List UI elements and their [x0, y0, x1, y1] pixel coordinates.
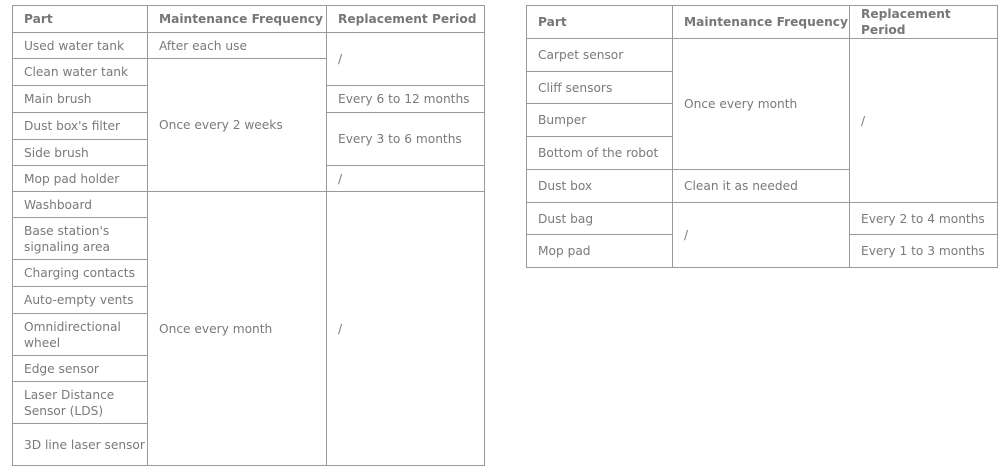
part-cell: Bumper [527, 104, 673, 137]
part-cell: Laser Distance Sensor (LDS) [13, 382, 148, 424]
part-cell: Washboard [13, 192, 148, 218]
frequency-cell: Clean it as needed [673, 170, 850, 203]
frequency-cell: After each use [148, 33, 327, 59]
header-part: Part [527, 6, 673, 39]
maintenance-table-right [526, 5, 998, 268]
part-cell: Charging contacts [13, 260, 148, 287]
header-frequency: Maintenance Frequency [673, 6, 850, 39]
table-header-row [13, 6, 485, 33]
frequency-cell: Once every 2 weeks [148, 59, 327, 192]
table-header-row [527, 6, 998, 39]
replacement-cell: Every 3 to 6 months [327, 113, 485, 166]
part-cell: Dust box [527, 170, 673, 203]
frequency-cell: Once every month [148, 192, 327, 466]
table-row [13, 192, 485, 218]
part-cell: Mop pad holder [13, 166, 148, 192]
part-cell: Side brush [13, 140, 148, 166]
part-cell: Auto-empty vents [13, 287, 148, 314]
part-cell: Clean water tank [13, 59, 148, 86]
replacement-cell: / [327, 192, 485, 466]
part-cell: Mop pad [527, 235, 673, 268]
part-cell: Omnidirectional wheel [13, 314, 148, 356]
header-replacement: Replacement Period [850, 6, 998, 39]
replacement-cell: Every 6 to 12 months [327, 86, 485, 113]
header-replacement: Replacement Period [327, 6, 485, 33]
part-cell: Base station's signaling area [13, 218, 148, 260]
frequency-cell: Once every month [673, 39, 850, 170]
part-cell: Carpet sensor [527, 39, 673, 72]
part-cell: Used water tank [13, 33, 148, 59]
table-row [13, 33, 485, 59]
part-cell: Edge sensor [13, 356, 148, 382]
part-cell: 3D line laser sensor [13, 424, 148, 466]
replacement-cell: / [850, 39, 998, 203]
part-cell: Cliff sensors [527, 72, 673, 104]
replacement-cell: / [327, 166, 485, 192]
part-cell: Main brush [13, 86, 148, 113]
frequency-cell: / [673, 203, 850, 268]
table-row [527, 203, 998, 235]
part-cell: Bottom of the robot [527, 137, 673, 170]
table-row [527, 39, 998, 72]
header-part: Part [13, 6, 148, 33]
replacement-cell: Every 1 to 3 months [850, 235, 998, 268]
replacement-cell: / [327, 33, 485, 86]
part-cell: Dust bag [527, 203, 673, 235]
replacement-cell: Every 2 to 4 months [850, 203, 998, 235]
maintenance-table-left [12, 5, 485, 466]
part-cell: Dust box's filter [13, 113, 148, 140]
header-frequency: Maintenance Frequency [148, 6, 327, 33]
